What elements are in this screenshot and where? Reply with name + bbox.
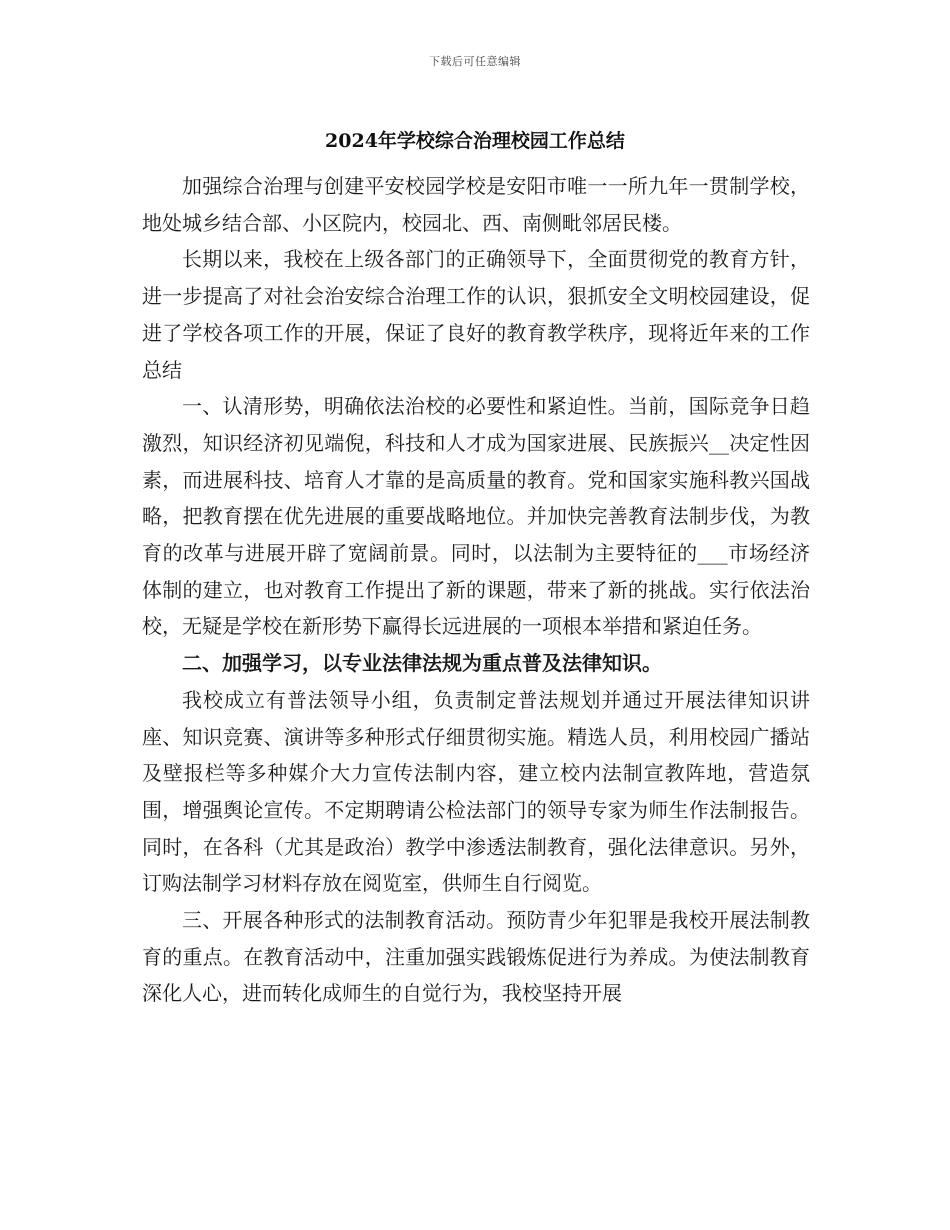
paragraph-section-2: 我校成立有普法领导小组，负责制定普法规划并通过开展法律知识讲座、知识竞赛、演讲等多种形式仔细贯彻实施。精选人员，利用校园广播站及壁报栏等多种媒介大力宣传法制内容，建立校内法制宣教阵地，营造氛围，增强舆论宣传。不定期聘请公检法部门的领导专家为师生作法制报告。同时，在各科（尤其是政治）教学中渗透法制教育，强化法律意识。另外，订购法制学习材料存放在阅览室，供师生自行阅览。 xyxy=(142,687,810,896)
paragraph-intro: 加强综合治理与创建平安校园学校是安阳市唯一一所九年一贯制学校，地处城乡结合部、小区院内，校园北、西、南侧毗邻居民楼。 xyxy=(142,174,810,235)
paragraph-overview: 长期以来，我校在上级各部门的正确领导下，全面贯彻党的教育方针，进一步提高了对社会治安综合治理工作的认识，狠抓安全文明校园建设，促进了学校各项工作的开展，保证了良好的教育教学秩序，现将近年来的工作总结 xyxy=(142,247,810,382)
document-title: 2024年学校综合治理校园工作总结 xyxy=(325,130,625,152)
paragraph-section-1: 一、认清形势，明确依法治校的必要性和紧迫性。当前，国际竞争日趋激烈，知识经济初见端倪，科技和人才成为国家进展、民族振兴__决定性因素，而进展科技、培育人才靠的是高质量的教育。党和国家实施科教兴国战略，把教育摆在优先进展的重要战略地位。并加快完善教育法制步伐，为教育的改革与进展开辟了宽阔前景。同时，以法制为主要特征的___市场经济体制的建立，也对教育工作提出了新的课题，带来了新的挑战。实行依法治校，无疑是学校在新形势下赢得长远进展的一项根本举措和紧迫任务。 xyxy=(142,394,810,639)
document-body xyxy=(142,168,810,1012)
paragraph-section-3: 三、开展各种形式的法制教育活动。预防青少年犯罪是我校开展法制教育的重点。在教育活动中，注重加强实践锻炼促进行为养成。为使法制教育深化人心，进而转化成师生的自觉行为，我校坚持开展 xyxy=(142,908,810,1006)
section-heading-2: 二、加强学习，以专业法律法规为重点普及法律知识。 xyxy=(182,651,662,676)
header-note: 下载后可任意编辑 xyxy=(429,55,521,68)
